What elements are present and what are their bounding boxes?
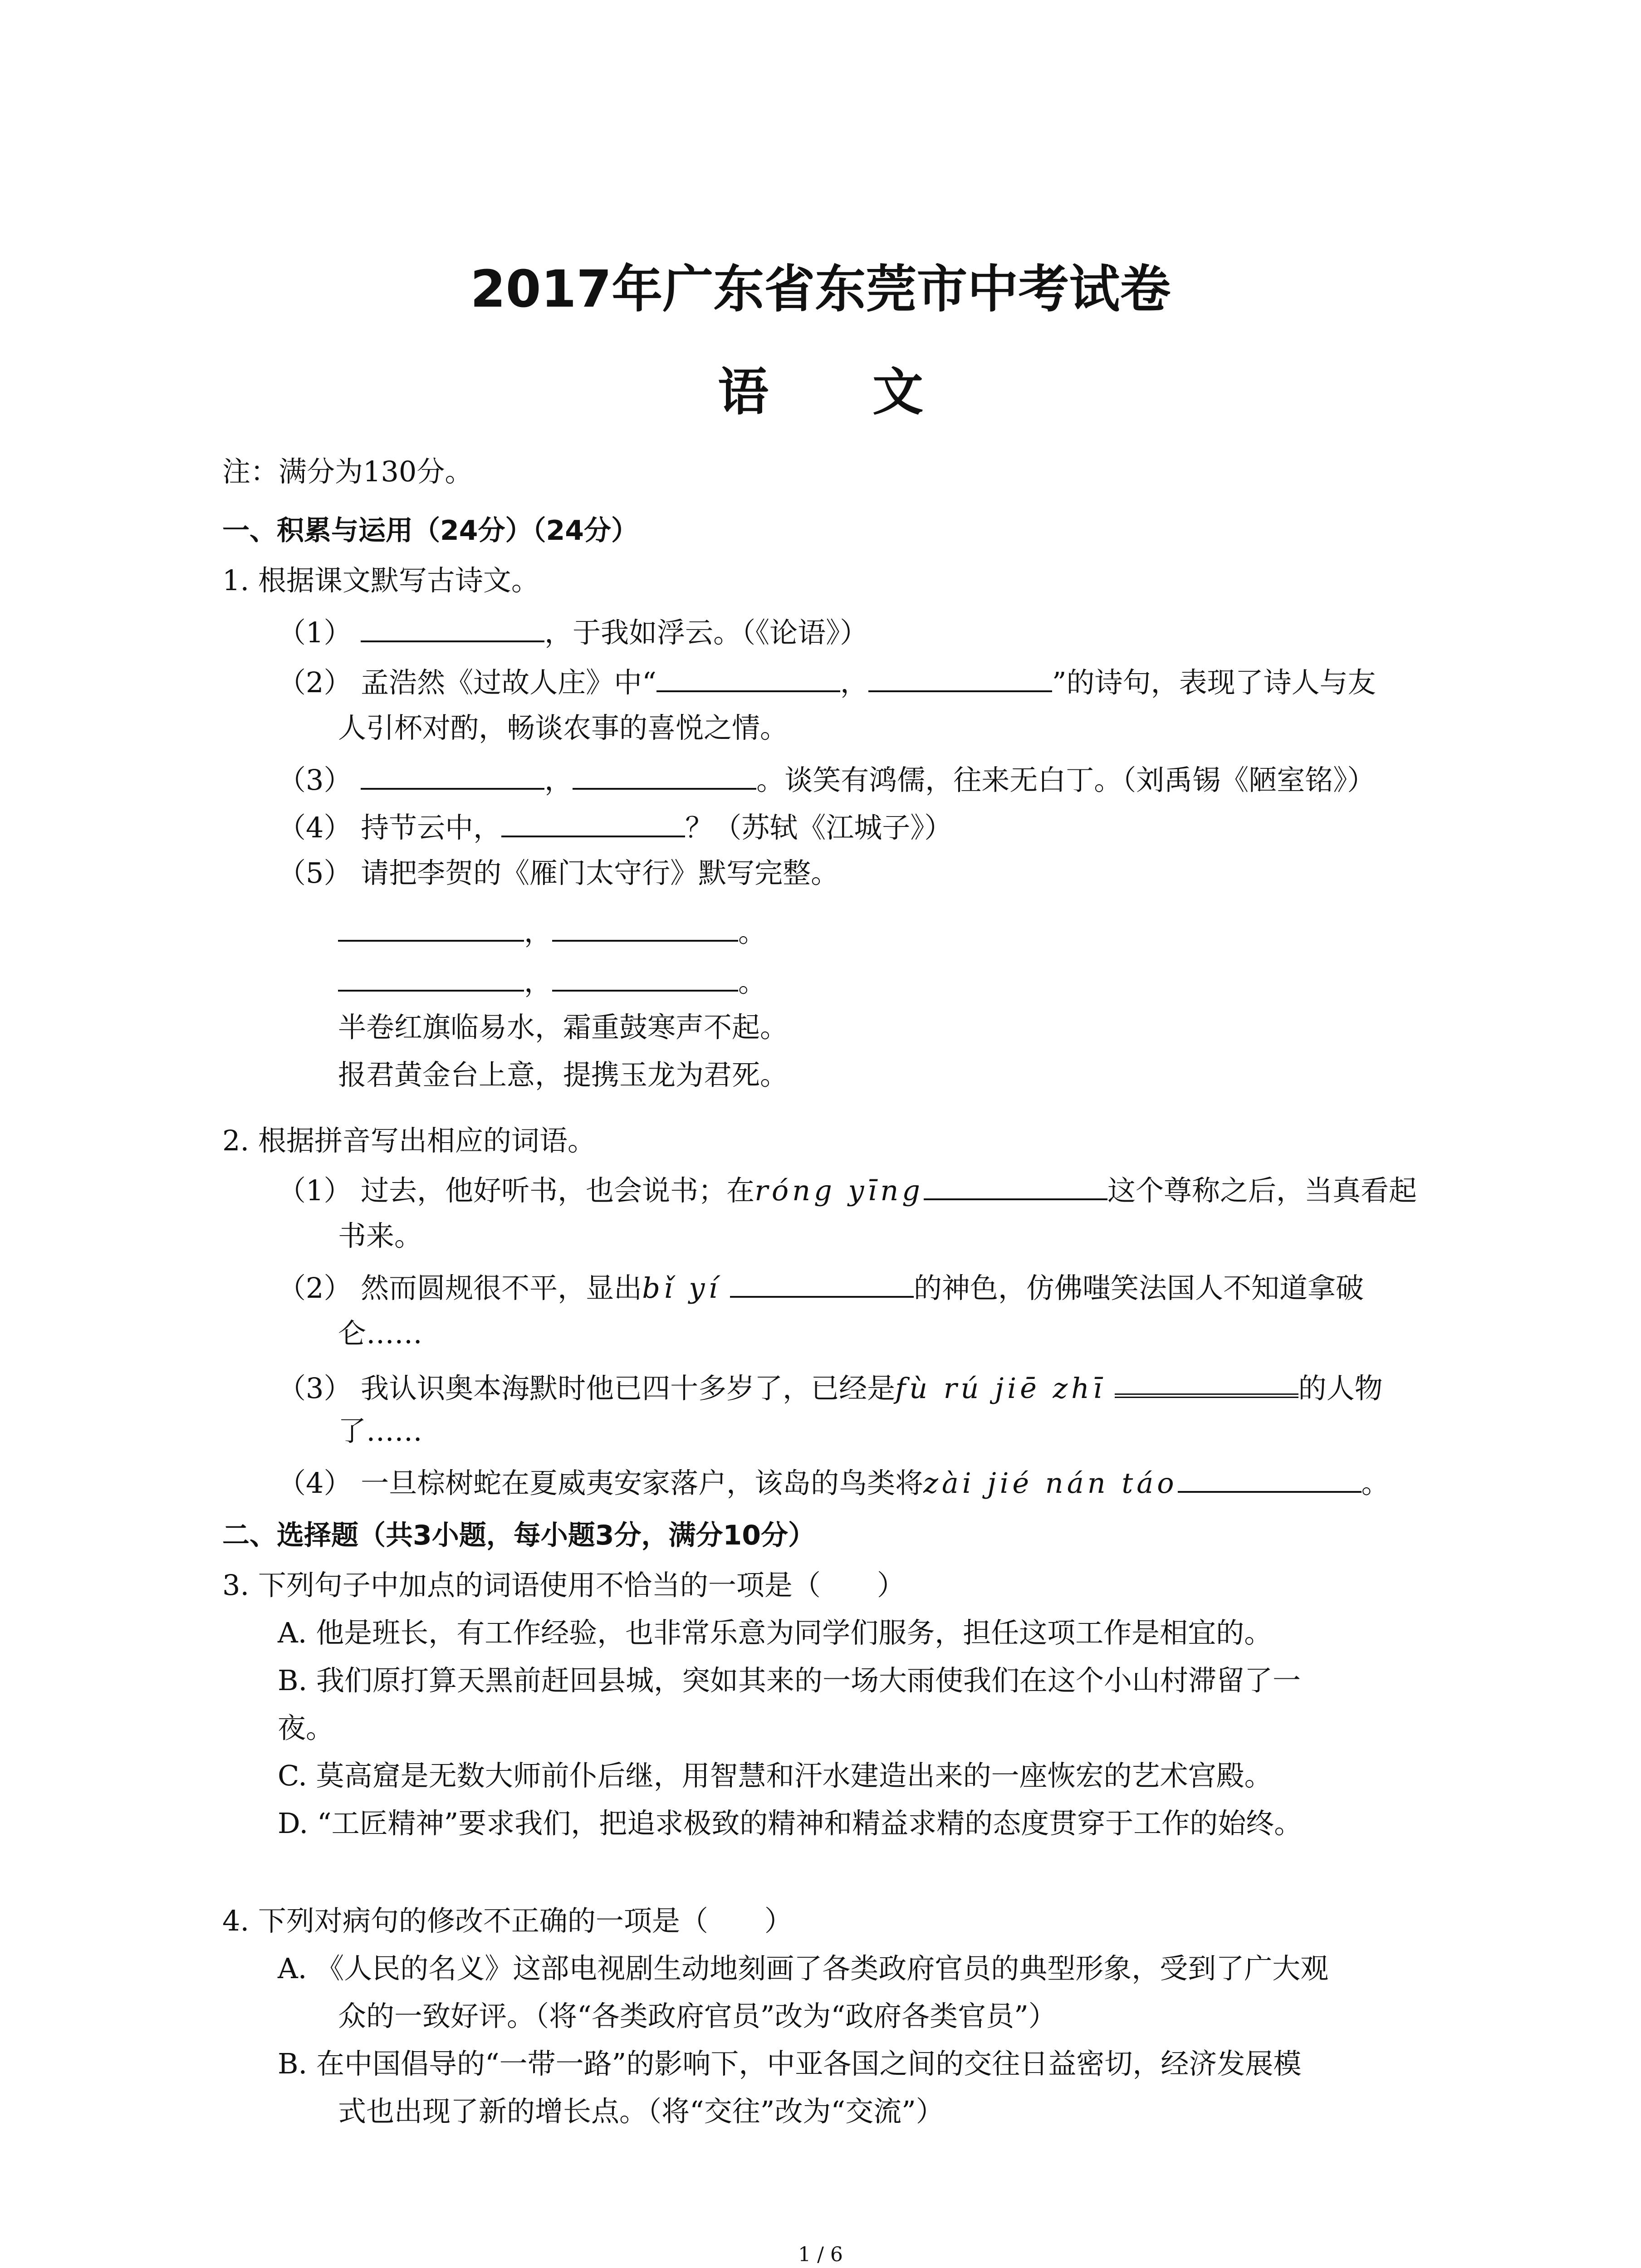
pinyin: bǐ yí <box>642 1271 721 1305</box>
item-text: 这个尊称之后，当真看起 <box>1107 1174 1417 1207</box>
item-text: 请把李贺的《雁门太守行》默写完整。 <box>361 856 839 890</box>
answer-blank[interactable] <box>1115 1365 1298 1398</box>
item-text: 过去，他好听书，也会说书；在 <box>361 1174 755 1207</box>
q1-item2-cont: 人引杯对酌，畅谈农事的喜悦之情。 <box>338 711 789 744</box>
q3-option-b-cont: 夜。 <box>278 1711 334 1745</box>
poem-line3: 半卷红旗临易水，霜重鼓寒声不起。 <box>338 1011 789 1044</box>
item-number: （2） <box>278 1271 352 1305</box>
item-text: ， <box>544 763 573 797</box>
q2-item1 <box>278 1170 1417 1209</box>
q1-item3 <box>278 760 1375 798</box>
poem-line2 <box>338 962 766 1000</box>
answer-blank[interactable] <box>656 662 840 692</box>
answer-blank[interactable] <box>361 612 544 642</box>
item-text: ？（苏轼《江城子》） <box>685 811 953 844</box>
q2-item3 <box>278 1365 1383 1407</box>
punct: 。 <box>738 965 767 998</box>
item-number: （1） <box>278 1174 352 1207</box>
score-note: 注：满分为130分。 <box>222 455 473 488</box>
item-number: （4） <box>278 1466 352 1500</box>
punct: 。 <box>738 915 767 948</box>
answer-blank[interactable] <box>924 1170 1107 1200</box>
q3-option-d: D. “工匠精神”要求我们，把追求极致的精神和精益求精的态度贯穿于工作的始终。 <box>278 1807 1303 1840</box>
punct: ， <box>524 965 553 998</box>
pinyin: róng yīng <box>754 1174 924 1207</box>
q1-item1 <box>278 612 868 651</box>
item-text: 我认识奥本海默时他已四十多岁了，已经是 <box>361 1372 896 1405</box>
q2-item4 <box>278 1463 1390 1501</box>
q2-item2-cont: 仑…… <box>338 1317 423 1350</box>
q4-option-b-cont: 式也出现了新的增长点。（将“交往”改为“交流”） <box>338 2095 944 2128</box>
q2-item3-cont: 了…… <box>338 1414 423 1447</box>
answer-blank[interactable] <box>1178 1463 1362 1493</box>
pinyin: fù rú jiē zhī <box>895 1372 1106 1405</box>
item-number: （1） <box>278 616 352 649</box>
exam-title: 2017年广东省东莞市中考试卷 <box>470 260 1171 319</box>
item-text: 的神色，仿佛嗤笑法国人不知道拿破 <box>914 1271 1364 1305</box>
poem-line4: 报君黄金台上意，提携玉龙为君死。 <box>338 1058 789 1091</box>
answer-blank[interactable] <box>573 760 756 790</box>
item-text: 的人物 <box>1298 1372 1383 1405</box>
answer-blank[interactable] <box>361 760 544 790</box>
subject-title: 语 文 <box>718 363 966 422</box>
item-text: ，于我如浮云。（《论语》） <box>544 616 868 649</box>
item-text: 持节云中， <box>361 811 502 844</box>
q4-stem: 4. 下列对病句的修改不正确的一项是（ ） <box>222 1904 793 1937</box>
answer-blank[interactable] <box>501 807 685 837</box>
answer-blank[interactable] <box>730 1268 914 1298</box>
q1-stem: 1. 根据课文默写古诗文。 <box>222 564 539 597</box>
item-text: 。谈笑有鸿儒，往来无白丁。（刘禹锡《陋室铭》） <box>756 763 1376 797</box>
q1-item2 <box>278 662 1376 701</box>
item-text: 孟浩然《过故人庄》中“ <box>361 666 656 699</box>
item-number: （3） <box>278 1372 352 1405</box>
item-text: ， <box>840 666 868 699</box>
item-text: 然而圆规很不平，显出 <box>361 1271 642 1305</box>
section1-heading: 一、积累与运用（24分）（24分） <box>222 515 638 547</box>
q3-option-a: A. 他是班长，有工作经验，也非常乐意为同学们服务，担任这项工作是相宜的。 <box>278 1616 1273 1649</box>
section2-heading: 二、选择题（共3小题，每小题3分，满分10分） <box>222 1520 815 1551</box>
q2-stem: 2. 根据拼音写出相应的词语。 <box>222 1124 596 1157</box>
item-number: （5） <box>278 856 352 890</box>
q3-option-b: B. 我们原打算天黑前赶回县城，突如其来的一场大雨使我们在这个小山村滞留了一 <box>278 1664 1301 1697</box>
q3-option-c: C. 莫高窟是无数大师前仆后继，用智慧和汗水建造出来的一座恢宏的艺术宫殿。 <box>278 1759 1273 1792</box>
item-number: （4） <box>278 811 352 844</box>
q2-item1-cont: 书来。 <box>338 1219 423 1252</box>
q4-option-a-cont: 众的一致好评。（将“各类政府官员”改为“政府各类官员”） <box>338 1999 1057 2033</box>
item-text: ”的诗句，表现了诗人与友 <box>1052 666 1376 699</box>
answer-blank[interactable] <box>338 912 524 942</box>
answer-blank[interactable] <box>552 962 738 992</box>
page-number: 1 / 6 <box>798 2243 843 2266</box>
q1-item5 <box>278 855 839 891</box>
q1-item4 <box>278 807 952 846</box>
answer-blank[interactable] <box>552 912 738 942</box>
q4-option-b: B. 在中国倡导的“一带一路”的影响下，中亚各国之间的交往日益密切，经济发展模 <box>278 2047 1302 2080</box>
answer-blank[interactable] <box>868 662 1052 692</box>
punct: ， <box>524 915 553 948</box>
answer-blank[interactable] <box>338 962 524 992</box>
q3-stem: 3. 下列句子中加点的词语使用不恰当的一项是（ ） <box>222 1569 905 1602</box>
pinyin: zài jié nán táo <box>923 1466 1178 1500</box>
poem-line1 <box>338 912 766 950</box>
q4-option-a: A. 《人民的名义》这部电视剧生动地刻画了各类政府官员的典型形象，受到了广大观 <box>278 1952 1329 1985</box>
item-number: （3） <box>278 763 352 797</box>
q2-item2 <box>278 1268 1364 1306</box>
item-text: 一旦棕树蛇在夏威夷安家落户，该岛的鸟类将 <box>361 1466 924 1500</box>
item-number: （2） <box>278 666 352 699</box>
item-text: 。 <box>1361 1466 1390 1500</box>
